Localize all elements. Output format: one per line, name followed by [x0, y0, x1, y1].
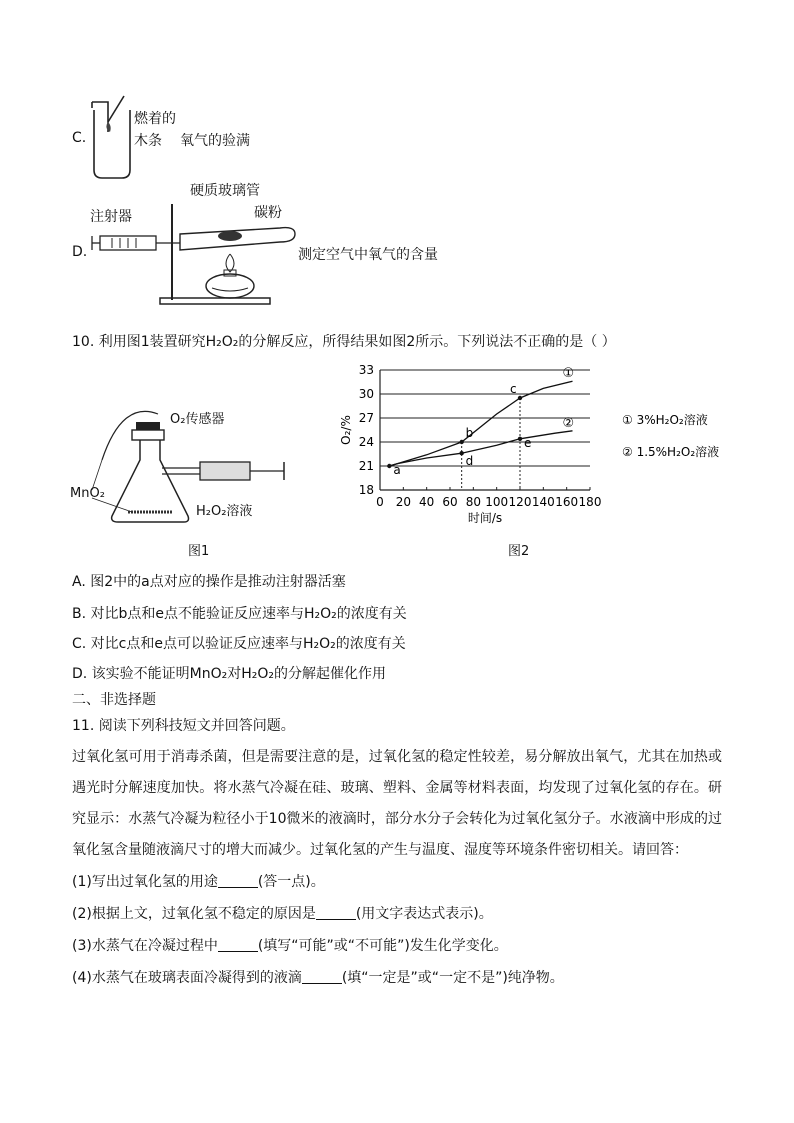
q11-sub-2-text: (2)根据上文，过氧化氢不稳定的原因是 [72, 906, 316, 922]
point-label-e: e [524, 435, 532, 450]
answer-blank[interactable] [218, 937, 258, 952]
data-point-a [387, 464, 391, 468]
q11-sub-4-text: (4)水蒸气在玻璃表面冷凝得到的液滴 [72, 970, 302, 986]
q11-sub-1-text: (1)写出过氧化氢的用途 [72, 874, 218, 890]
y-tick-label: 18 [358, 483, 374, 497]
catalyst-label: MnO₂ [70, 486, 105, 501]
q10-option-b: B. 对比b点和e点不能验证反应速率与H₂O₂的浓度有关 [72, 606, 407, 622]
x-tick-label: 60 [442, 495, 458, 509]
point-label-a: a [393, 463, 401, 477]
answer-blank[interactable] [316, 905, 356, 920]
tube-label: 硬质玻璃管 [190, 183, 260, 199]
y-tick-label: 27 [358, 411, 374, 425]
figure-2-caption: 图2 [508, 544, 530, 559]
y-axis-label: O₂/% [339, 415, 353, 445]
x-tick-label: 80 [465, 495, 481, 509]
legend-entry-2: ② 1.5%H₂O₂溶液 [622, 445, 720, 459]
section-heading: 二、非选择题 [72, 692, 156, 708]
syringe-label: 注射器 [90, 209, 132, 225]
option-c [72, 92, 292, 182]
q11-sub-4 [72, 968, 564, 988]
q10-option-c: C. 对比c点和e点可以验证反应速率与H₂O₂的浓度有关 [72, 636, 406, 652]
sensor-label: O₂传感器 [170, 412, 225, 427]
q11-sub-2 [72, 904, 493, 924]
option-c-label1: 燃着的 [134, 111, 176, 127]
x-tick-label: 100 [485, 495, 509, 509]
option-d-letter: D. [72, 244, 88, 260]
q11-sub-3-hint: (填写“可能”或“不可能”)发生化学变化。 [257, 938, 508, 954]
y-tick-label: 21 [358, 459, 374, 473]
point-label-b: b [465, 426, 474, 440]
data-point-e [518, 437, 522, 441]
q10-option-a: A. 图2中的a点对应的操作是推动注射器活塞 [72, 574, 346, 590]
x-tick-label: 140 [531, 495, 555, 509]
series-line-2 [389, 431, 572, 469]
x-tick-label: 160 [555, 495, 579, 509]
y-tick-label: 33 [358, 363, 374, 377]
data-point-c [518, 396, 522, 400]
option-c-label2: 木条 [134, 133, 162, 149]
data-point-b [459, 440, 463, 444]
option-d-caption: 测定空气中氧气的含量 [298, 247, 438, 263]
option-d [72, 180, 472, 310]
question-11-stem: 11. 阅读下列科技短文并回答问题。 [72, 718, 295, 734]
point-label-c: c [510, 382, 517, 396]
option-c-letter: C. [72, 130, 87, 146]
solution-label: H₂O₂溶液 [196, 504, 253, 519]
q10-option-d: D. 该实验不能证明MnO₂对H₂O₂的分解起催化作用 [72, 666, 387, 682]
q11-sub-3 [72, 936, 508, 956]
figure-2-chart [330, 358, 730, 534]
x-tick-label: 180 [578, 495, 602, 509]
question-10-stem: 10. 利用图1装置研究H₂O₂的分解反应，所得结果如图2所示。下列说法不正确的是（ ） [72, 334, 616, 350]
option-c-caption: 氧气的验满 [180, 133, 250, 149]
q11-sub-3-text: (3)水蒸气在冷凝过程中 [72, 938, 218, 954]
series-marker-2: ② [562, 415, 575, 431]
x-tick-label: 40 [419, 495, 435, 509]
y-tick-label: 24 [358, 435, 374, 449]
x-axis-label: 时间/s [467, 511, 503, 525]
x-tick-label: 20 [395, 495, 411, 509]
q11-sub-4-hint: (填“一定是”或“一定不是”)纯净物。 [341, 970, 564, 986]
point-label-d: d [465, 454, 474, 469]
q11-sub-2-hint: (用文字表达式表示)。 [355, 906, 493, 922]
powder-label: 碳粉 [254, 205, 282, 221]
q11-sub-1 [72, 872, 325, 892]
answer-blank[interactable] [218, 873, 258, 888]
x-tick-label: 0 [376, 495, 384, 509]
apparatus-d-illustration [90, 194, 310, 310]
answer-blank[interactable] [302, 969, 342, 984]
question-11-passage: 过氧化氢可用于消毒杀菌，但是需要注意的是，过氧化氢的稳定性较差，易分解放出氧气，尤其在加热或遇光时分解速度加快。将水蒸气冷凝在硅、玻璃、塑料、金属等材料表面，均发现了过氧化氢的存在。研究显示：水蒸气冷凝为粒径小于10微米的液滴时，部分水分子会转化为过氧化氢分子。水液滴中形成的过氧化氢含量随液滴尺寸的增大而减少。过氧化氢的产生与温度、湿度等环境条件密切相关。请回答： [72, 749, 722, 858]
x-tick-label: 120 [508, 495, 532, 509]
y-tick-label: 30 [358, 387, 374, 401]
q11-sub-1-hint: (答一点)。 [257, 874, 325, 890]
legend-entry-1: ① 3%H₂O₂溶液 [622, 413, 708, 427]
series-marker-1: ① [562, 366, 575, 382]
figure-1-caption: 图1 [188, 544, 210, 559]
data-point-d [459, 451, 463, 455]
